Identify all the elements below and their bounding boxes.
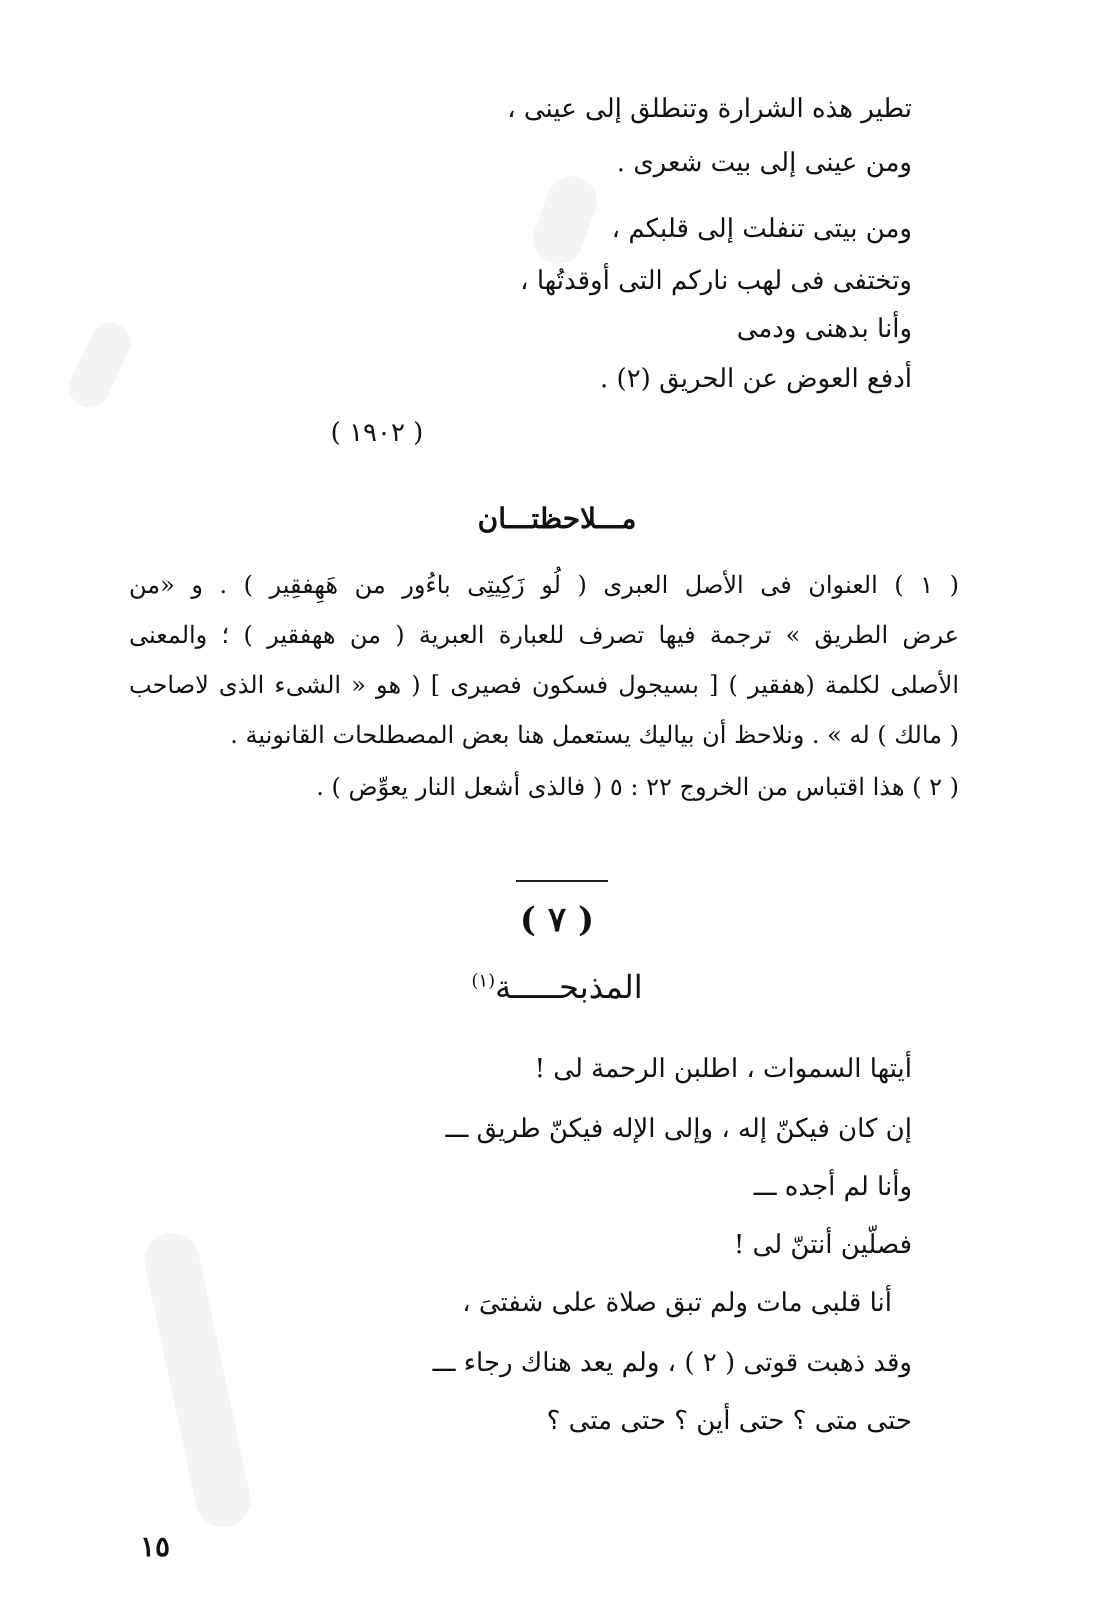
verse-line: حتى متى ؟ حتى أين ؟ حتى متى ؟ <box>546 1406 912 1436</box>
scan-smudge <box>526 169 604 271</box>
verse-line: وتختفى فى لهب ناركم التى أوقدتُها ، <box>520 266 912 296</box>
scan-smudge <box>139 1228 255 1533</box>
note-line: ( ٢ ) هذا اقتباس من الخروج ٢٢ : ٥ ( فالذى أشعل النار يعوِّض ) . <box>316 773 959 801</box>
verse-line: فصلّين أنتنّ لى ! <box>733 1230 912 1260</box>
verse-line: أنا قلبى مات ولم تبق صلاة على شفتىَ ، <box>462 1288 892 1318</box>
verse-line: ومن بيتى تنفلت إلى قلبكم ، <box>611 214 912 244</box>
note-line: ( ١ ) العنوان فى الأصل العبرى ( لُو زَكِيتِى باءُور من هَهِفقِير ) . و «من <box>129 571 959 599</box>
verse-line: وأنا لم أجده ـــ <box>753 1172 912 1202</box>
note-line: ( مالك ) له » . ونلاحظ أن بياليك يستعمل هنا بعض المصطلحات القانونية . <box>230 721 959 749</box>
poem-title-footnote-mark: (١) <box>471 970 496 992</box>
poem-title-wrap <box>0 968 1114 1006</box>
verse-line: وأنا بدهنى ودمى <box>736 314 912 344</box>
verse-line: أيتها السموات ، اطلبن الرحمة لى ! <box>534 1054 912 1084</box>
verse-line: ومن عينى إلى بيت شعرى . <box>616 148 912 178</box>
poem-title: المذبحـــــة <box>495 968 643 1006</box>
notes-heading: مـــلاحظتـــان <box>477 502 637 535</box>
verse-line: إن كان فيكنّ إله ، وإلى الإله فيكنّ طريق ـــ <box>445 1114 912 1144</box>
verse-line: تطير هذه الشرارة وتنطلق إلى عينى ، <box>507 94 912 124</box>
poem-number: ( ٧ ) <box>519 900 595 940</box>
verse-line: أدفع العوض عن الحريق (٢) . <box>600 364 912 394</box>
verse-line: وقد ذهبت قوتى ( ٢ ) ، ولم يعد هناك رجاء ـــ <box>432 1348 912 1378</box>
poem-year: ( ١٩٠٢ ) <box>330 418 424 448</box>
note-line: الأصلى لكلمة (هفقير ) [ بسيجول فسكون فصيرى ] ( هو « الشىء الذى لاصاحب <box>129 671 959 699</box>
note-line: عرض الطريق » ترجمة فيها تصرف للعبارة العبرية ( من ههفقير ) ؛ والمعنى <box>129 621 959 649</box>
page-number: ١٥ <box>140 1530 171 1563</box>
scan-smudge <box>63 316 137 414</box>
section-divider <box>516 880 608 882</box>
